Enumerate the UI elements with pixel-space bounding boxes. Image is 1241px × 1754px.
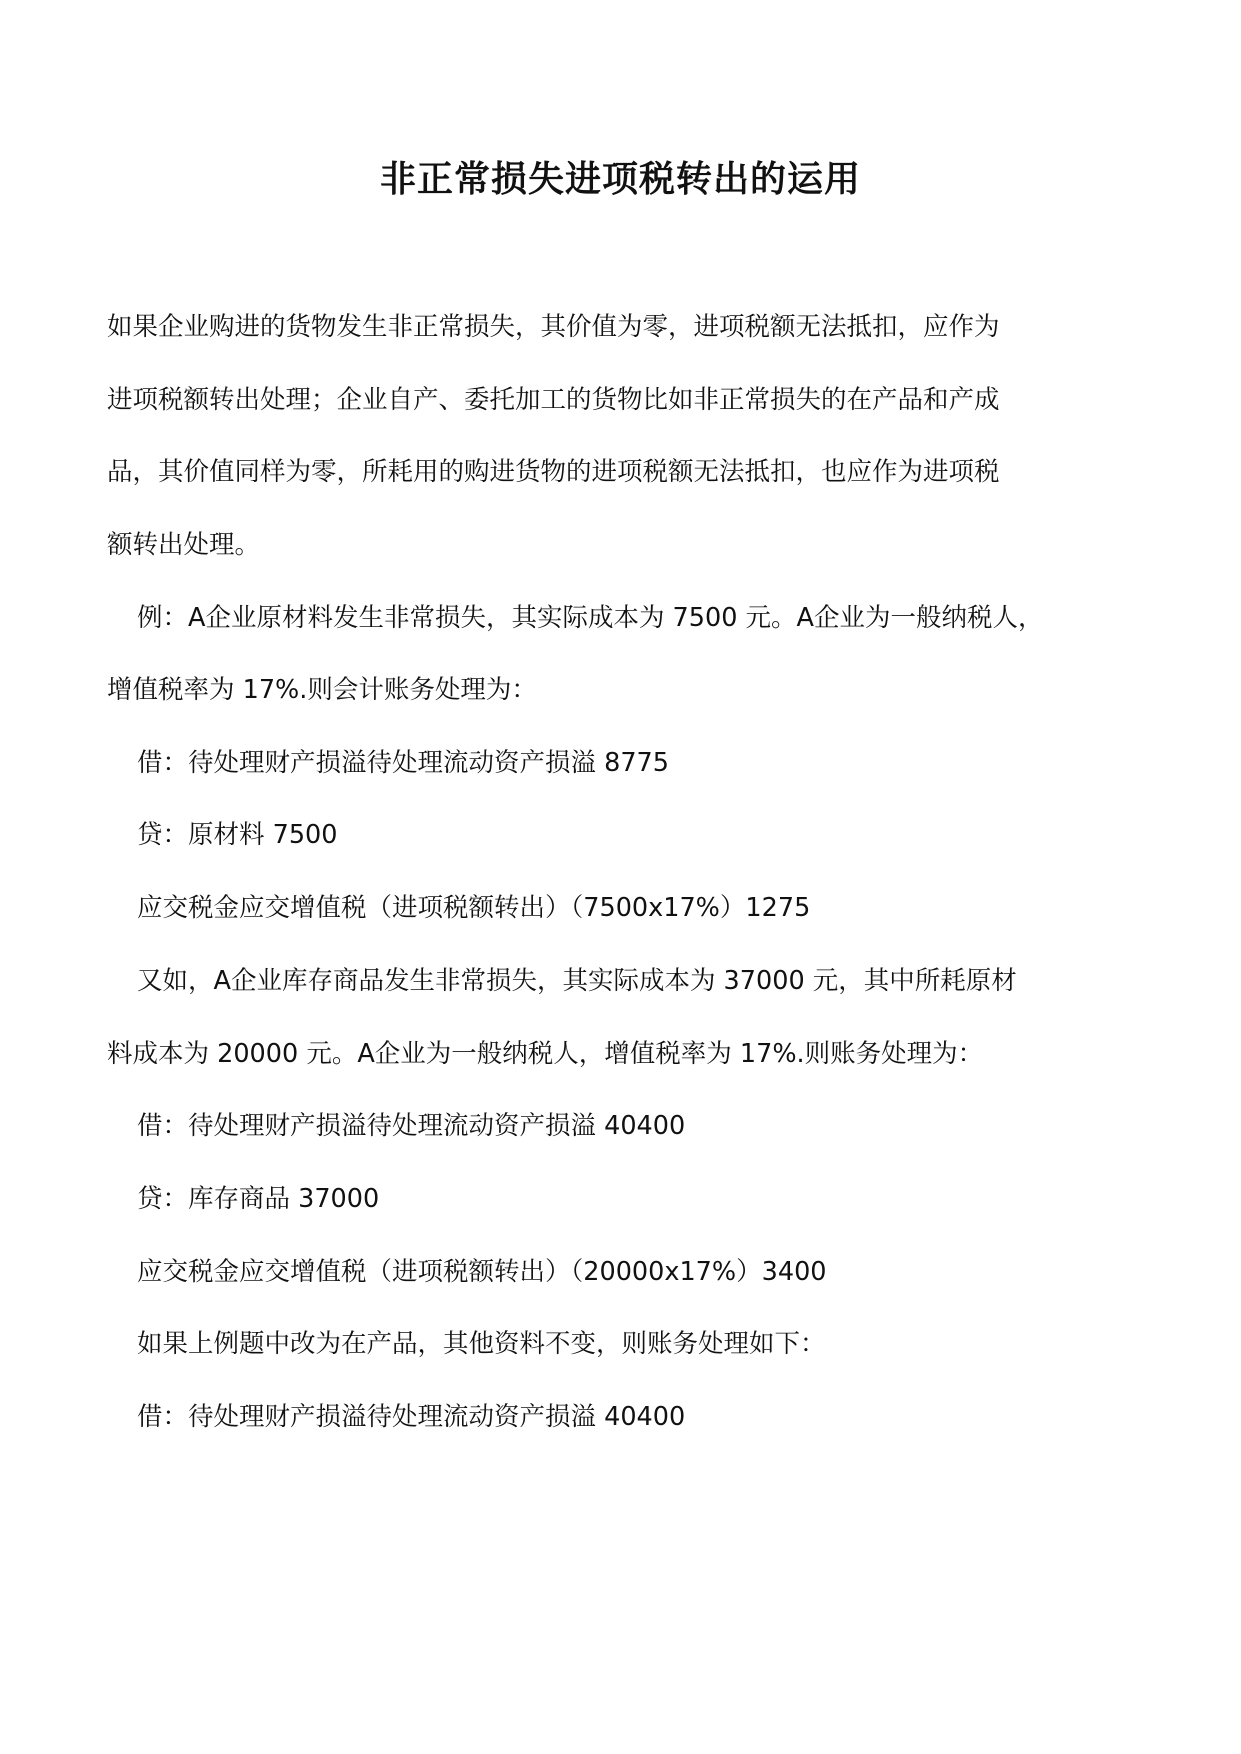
debit-entry: 借：待处理财产损溢待处理流动资产损溢 40400 — [137, 1402, 686, 1432]
paragraph-line: 额转出处理。 — [107, 530, 261, 560]
tax-entry: 应交税金应交增值税（进项税额转出）（20000x17%）3400 — [137, 1257, 827, 1287]
example-line: 增值税率为 17%.则会计账务处理为： — [107, 675, 537, 705]
paragraph-line: 进项税额转出处理；企业自产、委托加工的货物比如非正常损失的在产品和产成 — [107, 385, 1000, 415]
credit-entry: 贷：库存商品 37000 — [137, 1184, 380, 1214]
example-line: 例：A企业原材料发生非常损失，其实际成本为 7500 元。A企业为一般纳税人， — [137, 603, 1044, 633]
tax-entry: 应交税金应交增值税（进项税额转出）（7500x17%）1275 — [137, 893, 811, 923]
debit-entry: 借：待处理财产损溢待处理流动资产损溢 40400 — [137, 1111, 686, 1141]
paragraph-line: 如果企业购进的货物发生非正常损失，其价值为零，进项税额无法抵扣，应作为 — [107, 312, 1000, 342]
example-line: 如果上例题中改为在产品，其他资料不变，则账务处理如下： — [137, 1329, 826, 1359]
example-line: 又如，A企业库存商品发生非常损失，其实际成本为 37000 元，其中所耗原材 — [137, 966, 1017, 996]
credit-entry: 贷：原材料 7500 — [137, 820, 338, 850]
paragraph-line: 品，其价值同样为零，所耗用的购进货物的进项税额无法抵扣，也应作为进项税 — [107, 457, 1000, 487]
debit-entry: 借：待处理财产损溢待处理流动资产损溢 8775 — [137, 748, 670, 778]
document-title: 非正常损失进项税转出的运用 — [379, 159, 861, 200]
example-line: 料成本为 20000 元。A企业为一般纳税人，增值税率为 17%.则账务处理为： — [107, 1039, 984, 1069]
